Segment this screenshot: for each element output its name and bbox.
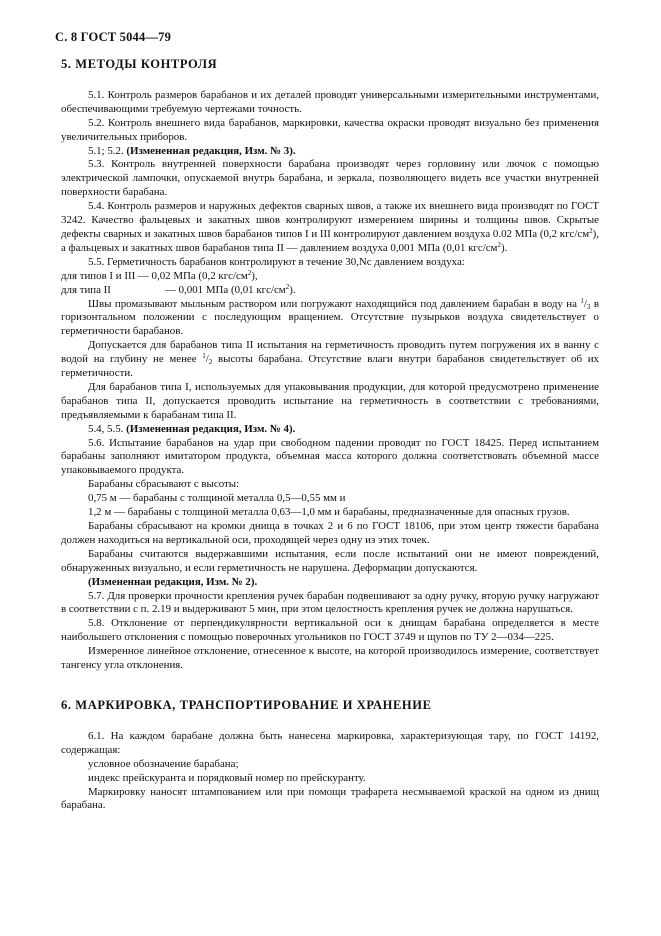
paragraph-5-4: 5.4. Контроль размеров и наружных дефектов сварных швов, а также их внешнего вида производят по ГОСТ 3242. Качество фальцевых и закатных швов контролируют измерением ширины и толщины швов. Скрытые дефекты сварных и закатных швов барабанов типов I и III контролируют давлением воздуха 0.02 МПа (0,2 кгс/$см^2$), а фальцевых и закатных швов барабанов типа II — давлением воздуха 0,001 МПа (0,01 кгс/$см^2$). (61, 200, 599, 254)
paragraph-6-1: 6.1. На каждом барабане должна быть нанесена маркировка, характеризующая тару, по ГОСТ 14192, содержащая: (61, 729, 599, 756)
amendment-note-3: 5.1; 5.2. (Измененная редакция, Изм. № 3). (88, 144, 296, 157)
pressure-type-2: для типа II — 0,001 МПа (0,01 кгс/$см^2$). (61, 282, 296, 296)
paragraph-5-3: 5.3. Контроль внутренней поверхности барабана производят через горловину или лючок с помощью электрической лампочки, опускаемой внутрь барабана, и зеркала, позволяющего видеть все участки внутренней поверхности барабана. (61, 158, 599, 199)
paragraph-5-1: 5.1. Контроль размеров барабанов и их деталей проводят универсальными измерительными инструментами, обеспечивающими требуемую чертежами точность. (61, 88, 599, 115)
paragraph-drop-heights: Барабаны сбрасывают с высоты: (88, 478, 240, 491)
pressure-types-1-3: для типов I и III — 0,02 МПа (0,2 кгс/$см^2$), (61, 268, 258, 282)
marking-item-price-index: индекс прейскуранта и порядковый номер по прейскуранту. (88, 771, 366, 784)
drop-height-12: 1,2 м — барабаны с толщиной металла 0,63—1,0 мм и барабаны, предназначенные для опасных грузов. (88, 506, 570, 519)
amendment-note-2: (Измененная редакция, Изм. № 2). (88, 575, 258, 588)
amendment-note-4: 5.4, 5.5. (Измененная редакция, Изм. № 4). (88, 422, 296, 435)
section-6-title: 6. МАРКИРОВКА, ТРАНСПОРТИРОВАНИЕ И ХРАНЕНИЕ (61, 697, 432, 712)
paragraph-immersion: Допускается для барабанов типа II испытания на герметичность проводить путем погружения их в ванну с водой на глубину не менее $^1/_2$ высоты барабана. Отсутствие влаги внутри барабанов свидетельствует об их герметичности. (61, 339, 599, 380)
paragraph-marking-method: Маркировку наносят штампованием или при помощи трафарета несмываемой краской на одном из днищ барабана. (61, 785, 599, 812)
paragraph-5-7: 5.7. Для проверки прочности крепления ручек барабан подвешивают за одну ручку, вторую ручку нагружают в соответствии с п. 2.19 и выдерживают 5 мин, при этом целостность крепления ручек не должна нарушаться. (61, 589, 599, 616)
section-5-title: 5. МЕТОДЫ КОНТРОЛЯ (61, 57, 218, 71)
paragraph-5-2: 5.2. Контроль внешнего вида барабанов, маркировки, качества окраски проводят визуально без применения увеличительных приборов. (61, 116, 599, 143)
paragraph-drop-points: Барабаны сбрасывают на кромки днища в точках 2 и 6 по ГОСТ 18106, при этом центр тяжести барабана должен находиться на вертикальной оси, проходящей через одну из этих точек. (61, 520, 599, 546)
paragraph-type-1: Для барабанов типа I, используемых для упаковывания продукции, для которой предусмотрено применение барабанов типа II, допускается проводить испытание на герметичность в соответствии с требованиями, предъявляемыми к барабанам типа II. (61, 380, 599, 421)
marking-item-designation: условное обозначение барабана; (88, 757, 239, 770)
paragraph-5-5: 5.5. Герметичность барабанов контролируют в течение 30,Nc давлением воздуха: (88, 255, 465, 268)
page-header: С. 8 ГОСТ 5044—79 (55, 30, 172, 44)
paragraph-5-8: 5.8. Отклонение от перпендикулярности вертикальной оси к днищам барабана определяется в месте наибольшего отклонения с помощью поверочных угольников по ГОСТ 3749 и щупов по ТУ 2—034—225. (61, 617, 599, 644)
paragraph-deviation: Измеренное линейное отклонение, отнесенное к высоте, на которой производилось измерение, соответствует тангенсу угла отклонения. (61, 645, 599, 672)
page-content (61, 58, 599, 813)
paragraph-5-6: 5.6. Испытание барабанов на удар при свободном падении проводят по ГОСТ 18425. Перед испытанием барабаны заполняют имитатором продукта, объемная масса которого должна соответствовать объемной массе упаковываемого продукта. (61, 436, 599, 477)
drop-height-075: 0,75 м — барабаны с толщиной металла 0,5—0,55 мм и (88, 492, 346, 505)
paragraph-seam-soap: Швы промазывают мыльным раствором или погружают находящийся под давлением барабан в воду на $^1/_3$ в горизонтальном положении с последующим вращением. Отсутствие пузырьков воздуха свидетельствует о герметичности барабанов. (61, 296, 599, 338)
paragraph-passed: Барабаны считаются выдержавшими испытания, если после испытаний они не имеют повреждений, обнаруженных визуально, и если герметичность не нарушена. Деформации допускаются. (61, 547, 599, 574)
